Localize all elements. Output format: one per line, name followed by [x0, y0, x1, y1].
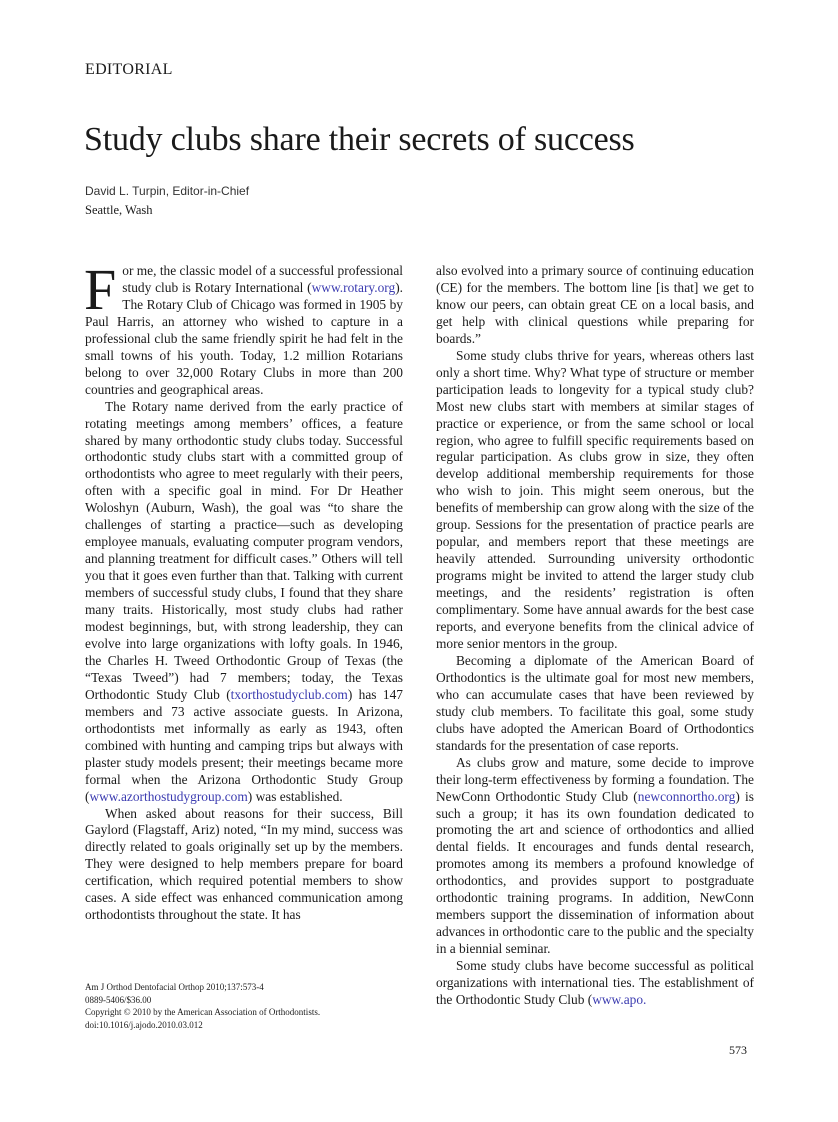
page-number: 573 — [729, 1043, 747, 1057]
paragraph — [436, 958, 754, 1009]
paragraph — [436, 755, 754, 958]
apo-link[interactable]: www.apo. — [592, 991, 647, 1007]
azortho-link[interactable]: www.azorthostudygroup.com — [89, 788, 248, 804]
article-title: Study clubs share their secrets of success — [84, 121, 635, 158]
text-run: Some study clubs have become successful as political organizations with international ties. The establishment of the Orthodontic Study Club ( — [436, 958, 754, 1007]
text-run: ) is such a group; it has its own foundation dedicated to promoting the art and science of orthodontics and allied dental fields. It encourages and funds dental research, promotes among its members a profound knowledge of orthodontics, and provides support to postgraduate orthodontic training programs. In addition, NewConn members support the dissemination of information about advances in orthodontic care to the public and the specialty in a biennial seminar. — [436, 788, 754, 957]
paragraph: Becoming a diplomate of the American Board of Orthodontics is the ultimate goal for most new members, who can accumulate cases that have been reviewed by study club members. To facilitate this goal, some study clubs have adopted the American Board of Orthodontics standards for the presentation of case reports. — [436, 652, 754, 753]
text-run: ). The Rotary Club of Chicago was formed in 1905 by Paul Harris, an attorney who wished to capture in a professional club the same friendly spirit he had felt in the small towns of his youth. Today, 1.2 million Rotarians belong to over 32,000 Rotary Clubs in more than 200 countries and geographical areas. — [85, 279, 403, 397]
text-run: or me, the classic model of a successful professional study club is Rotary International ( — [122, 263, 404, 295]
right-column — [436, 263, 754, 1009]
author-affiliation: Seattle, Wash — [85, 203, 153, 217]
section-label: EDITORIAL — [85, 61, 173, 78]
author-line: David L. Turpin, Editor-in-Chief — [85, 184, 250, 198]
paragraph: When asked about reasons for their success, Bill Gaylord (Flagstaff, Ariz) noted, “In my mind, success was directly related to goals originally set up by the members. They were designed to help members prepare for board certification, which required potential members to show cases. A side effect was enhanced communication among orthodontists throughout the state. It has — [85, 805, 403, 923]
drop-cap: F — [84, 257, 117, 322]
text-run: As clubs grow and mature, some decide to improve their long-term effectiveness by forming a foundation. The NewConn Orthodontic Study Club ( — [436, 754, 754, 804]
journal-citation: Am J Orthod Dentofacial Orthop 2010;137:573-4 — [85, 982, 264, 992]
newconn-link[interactable]: newconnortho.org — [637, 788, 736, 804]
text-run: ) was established. — [247, 788, 343, 804]
issn: 0889-5406/$36.00 — [85, 994, 152, 1005]
citation-footer — [85, 981, 320, 1031]
copyright: Copyright © 2010 by the American Association of Orthodontists. — [85, 1007, 321, 1017]
text-run: ) has 147 members and 73 active associate guests. In Arizona, orthodontists met informally as early as 1943, often combined with hunting and camping trips but always with plaster study models present; their meetings became more formal when the Arizona Orthodontic Study Group ( — [85, 686, 403, 804]
doi: doi:10.1016/j.ajodo.2010.03.012 — [85, 1019, 203, 1030]
rotary-link[interactable]: www.rotary.org — [311, 279, 396, 295]
paragraph: also evolved into a primary source of continuing education (CE) for the members. The bottom line [is that] we get to know our peers, can obtain great CE on a local basis, and get help with clinical questions while preparing for boards.” — [436, 263, 754, 346]
left-column — [84, 257, 404, 924]
txortho-link[interactable]: txorthostudyclub.com — [230, 686, 348, 702]
paragraph: Some study clubs thrive for years, whereas others last only a short time. Why? What type of structure or member participation leads to longevity for a typical study club? Most new clubs start with members at similar stages of practice or experience, or from the same school or local region, who agree to fulfill specific requirements based on regular participation. As clubs grow in size, they often develop additional membership requirements for those who wish to join. This might seem onerous, but the benefits of membership can grow along with the size of the group. Sessions for the presentation of practice pearls are popular, and members report that these meetings are heavily attended. Surrounding university orthodontic programs might be invited to attend the larger study club meetings, and the residents’ registration is often complimentary. Some have annual awards for the best case reports, and everyone benefits from the clinical advice of more senior mentors in the group. — [436, 347, 754, 651]
paragraph — [85, 399, 403, 806]
paragraph — [84, 257, 404, 399]
text-run: The Rotary name derived from the early practice of rotating meetings among members’ offices, a feature shared by many orthodontic study clubs today. Successful orthodontic study clubs start with a committed group of orthodontists who agree to meet regularly with their peers, often with a specific goal in mind. For Dr Heather Woloshyn (Auburn, Wash), the goal was “to share the challenges of starting a practice—such as developing employee manuals, evaluating computer program vendors, and planning treatment for difficult cases.” Others will tell you that it goes even further than that. Talking with current members of successful study clubs, I found that they share many traits. Historically, most study clubs had rather modest beginnings, but, with strong leadership, they can evolve into large organizations with lofty goals. In 1946, the Charles H. Tweed Orthodontic Group of Texas (the “Texas Tweed”) had 7 members; today, the Texas Orthodontic Study Club ( — [85, 398, 403, 702]
